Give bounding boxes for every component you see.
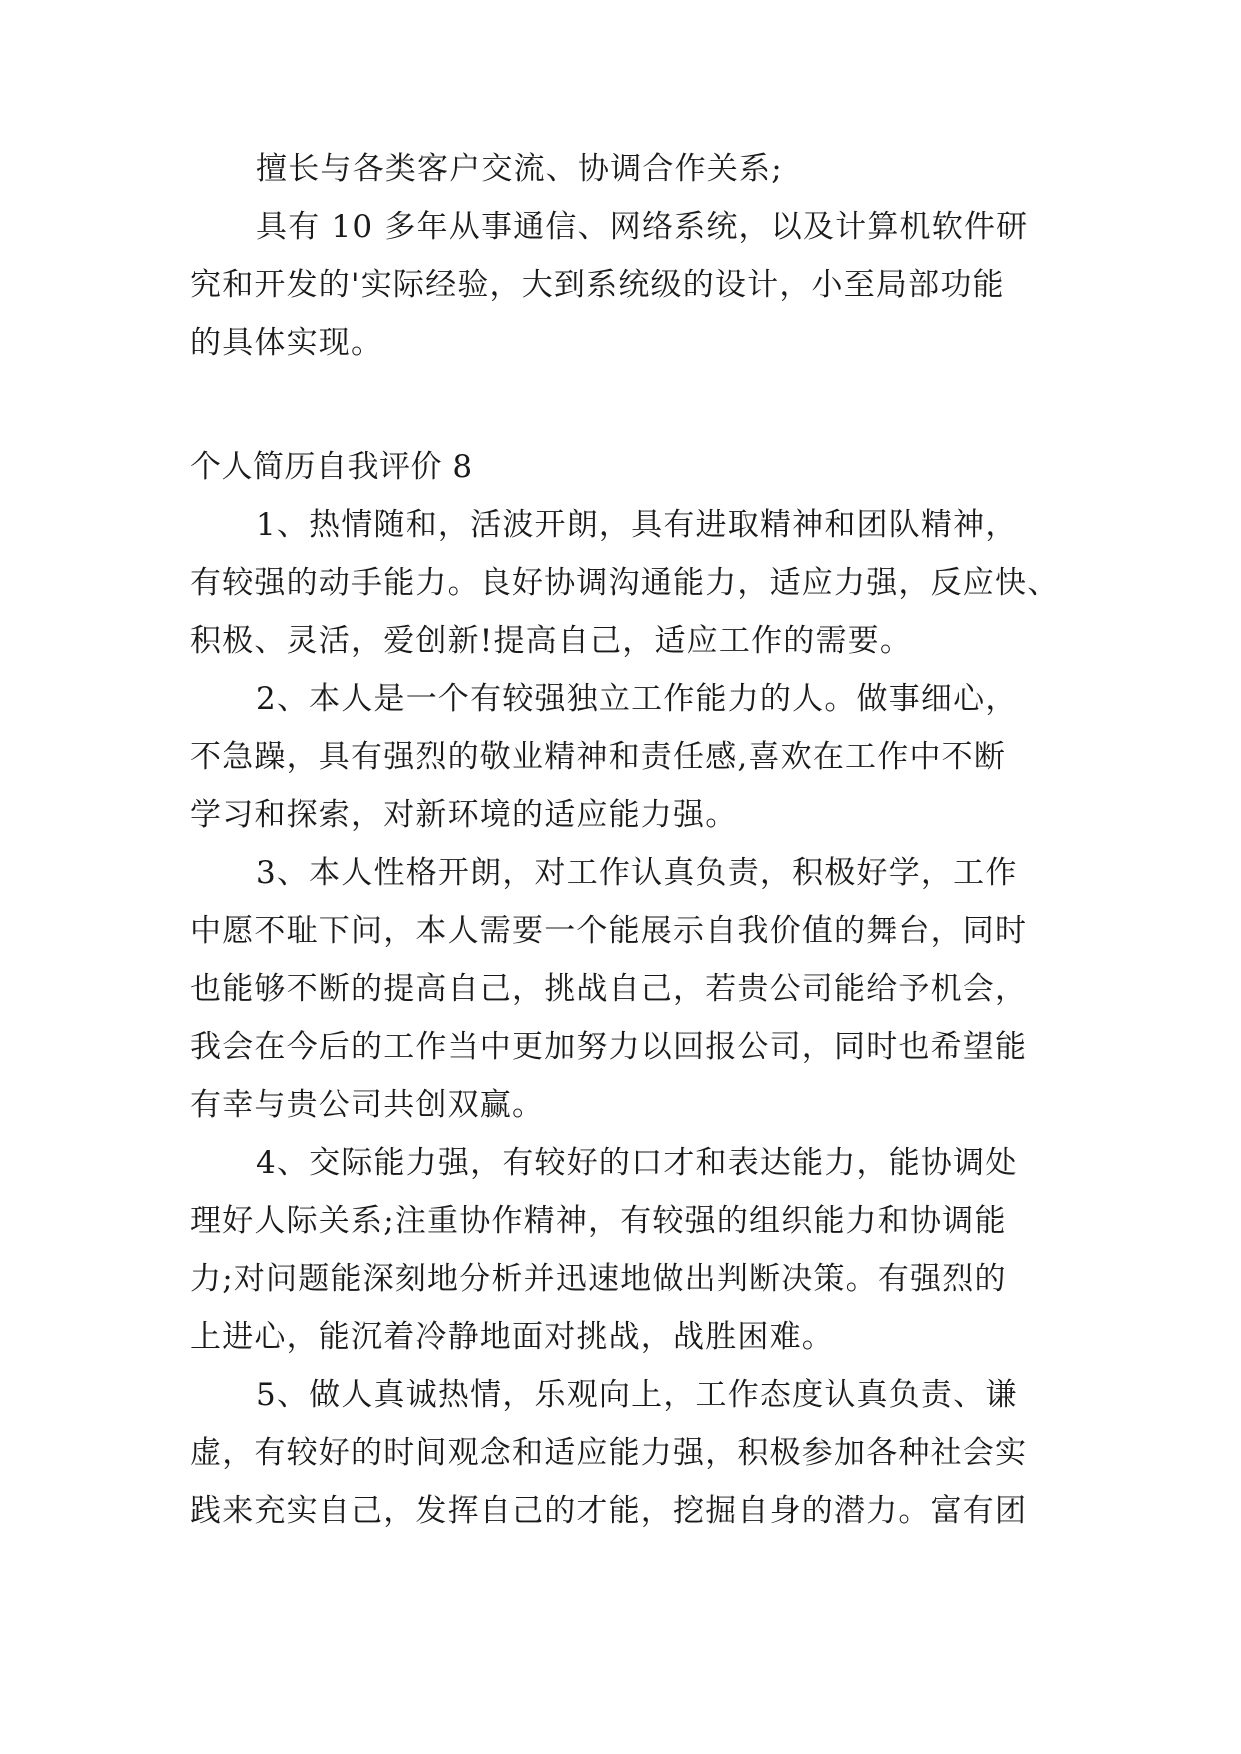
paragraph-line: 有较强的动手能力。良好协调沟通能力，适应力强，反应快、 <box>190 565 1060 601</box>
paragraph-line: 学习和探索，对新环境的适应能力强。 <box>190 797 738 833</box>
paragraph-line: 积极、灵活，爱创新!提高自己，适应工作的需要。 <box>190 623 913 659</box>
intro-line: 究和开发的'实际经验，大到系统级的设计，小至局部功能 <box>190 267 1005 303</box>
paragraph-line: 不急躁，具有强烈的敬业精神和责任感,喜欢在工作中不断 <box>190 739 1007 775</box>
paragraph-line: 力;对问题能深刻地分析并迅速地做出判断决策。有强烈的 <box>190 1261 1007 1297</box>
paragraph-line: 5、做人真诚热情，乐观向上，工作态度认真负责、谦 <box>256 1377 1018 1413</box>
intro-line: 的具体实现。 <box>190 325 384 361</box>
paragraph-line: 也能够不断的提高自己，挑战自己，若贵公司能给予机会， <box>190 971 1028 1007</box>
paragraph-line: 虚，有较好的时间观念和适应能力强，积极参加各种社会实 <box>190 1435 1028 1471</box>
paragraph-line: 中愿不耻下问，本人需要一个能展示自我价值的舞台，同时 <box>190 913 1028 949</box>
paragraph-line: 我会在今后的工作当中更加努力以回报公司，同时也希望能 <box>190 1029 1028 1065</box>
paragraph-line: 践来充实自己，发挥自己的才能，挖掘自身的潜力。富有团 <box>190 1493 1028 1529</box>
paragraph-line: 上进心，能沉着冷静地面对挑战，战胜困难。 <box>190 1319 834 1355</box>
intro-line: 具有 10 多年从事通信、网络系统，以及计算机软件研 <box>256 209 1029 245</box>
paragraph-line: 1、热情随和，活波开朗，具有进取精神和团队精神， <box>256 507 1018 543</box>
paragraph-line: 理好人际关系;注重协作精神，有较强的组织能力和协调能 <box>190 1203 1007 1239</box>
paragraph-line: 4、交际能力强，有较好的口才和表达能力，能协调处 <box>256 1145 1018 1181</box>
paragraph-line: 有幸与贵公司共创双赢。 <box>190 1087 545 1123</box>
section-title: 个人简历自我评价 8 <box>190 449 473 485</box>
paragraph-line: 2、本人是一个有较强独立工作能力的人。做事细心， <box>256 681 1018 717</box>
intro-line: 擅长与各类客户交流、协调合作关系; <box>256 151 783 187</box>
paragraph-line: 3、本人性格开朗，对工作认真负责，积极好学，工作 <box>256 855 1018 891</box>
